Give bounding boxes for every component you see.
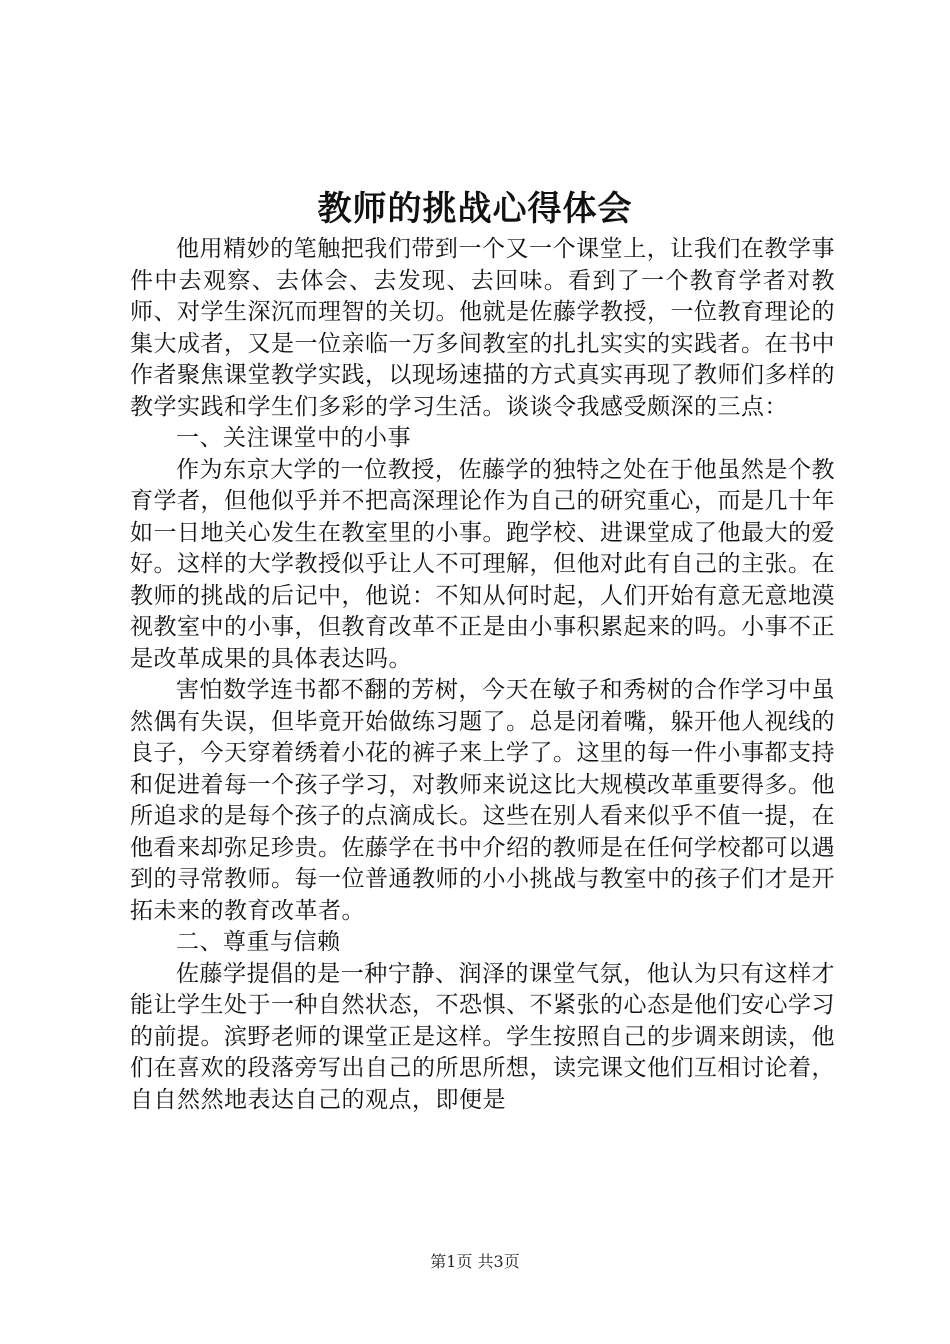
document-title: 教师的挑战心得体会 (317, 189, 633, 229)
paragraph-intro: 他用精妙的笔触把我们带到一个又一个课堂上，让我们在教学事件中去观察、去体会、去发现、去回味。看到了一个教育学者对教师、对学生深沉而理智的关切。他就是佐藤学教授，一位教育理论的集大成者，又是一位亲临一万多间教室的扎扎实实的实践者。在书中作者聚焦课堂教学实践，以现场速描的方式真实再现了教师们多样的教学实践和学生们多彩的学习生活。谈谈令我感受颇深的三点： (130, 236, 835, 420)
paragraph-section1-b: 害怕数学连书都不翻的芳树，今天在敏子和秀树的合作学习中虽然偶有失误，但毕竟开始做练习题了。总是闭着嘴，躲开他人视线的良子，今天穿着绣着小花的裤子来上学了。这里的每一件小事都支持和促进着每一个孩子学习，对教师来说这比大规模改革重要得多。他所追求的是每个孩子的点滴成长。这些在别人看来似乎不值一提，在他看来却弥足珍贵。佐藤学在书中介绍的教师是在任何学校都可以遇到的寻常教师。每一位普通教师的小小挑战与教室中的孩子们才是开拓未来的教育改革者。 (130, 677, 835, 924)
page-number-footer: 第1页 共3页 (430, 1252, 520, 1271)
document-body (130, 234, 835, 1116)
paragraph-section2-a: 佐藤学提倡的是一种宁静、润泽的课堂气氛，他认为只有这样才能让学生处于一种自然状态，不恐惧、不紧张的心态是他们安心学习的前提。滨野老师的课堂正是这样。学生按照自己的步调来朗读，他们在喜欢的段落旁写出自己的所思所想，读完课文他们互相讨论着，自自然然地表达自己的观点，即便是 (130, 960, 835, 1113)
paragraph-section1-a: 作为东京大学的一位教授，佐藤学的独特之处在于他虽然是个教育学者，但他似乎并不把高深理论作为自己的研究重心，而是几十年如一日地关心发生在教室里的小事。跑学校、进课堂成了他最大的爱好。这样的大学教授似乎让人不可理解，但他对此有自己的主张。在教师的挑战的后记中，他说：不知从何时起，人们开始有意无意地漠视教室中的小事，但教育改革不正是由小事积累起来的吗。小事不正是改革成果的具体表达吗。 (130, 456, 835, 672)
section-heading-1: 一、关注课堂中的小事 (176, 425, 411, 451)
section-heading-2: 二、尊重与信赖 (176, 929, 341, 955)
